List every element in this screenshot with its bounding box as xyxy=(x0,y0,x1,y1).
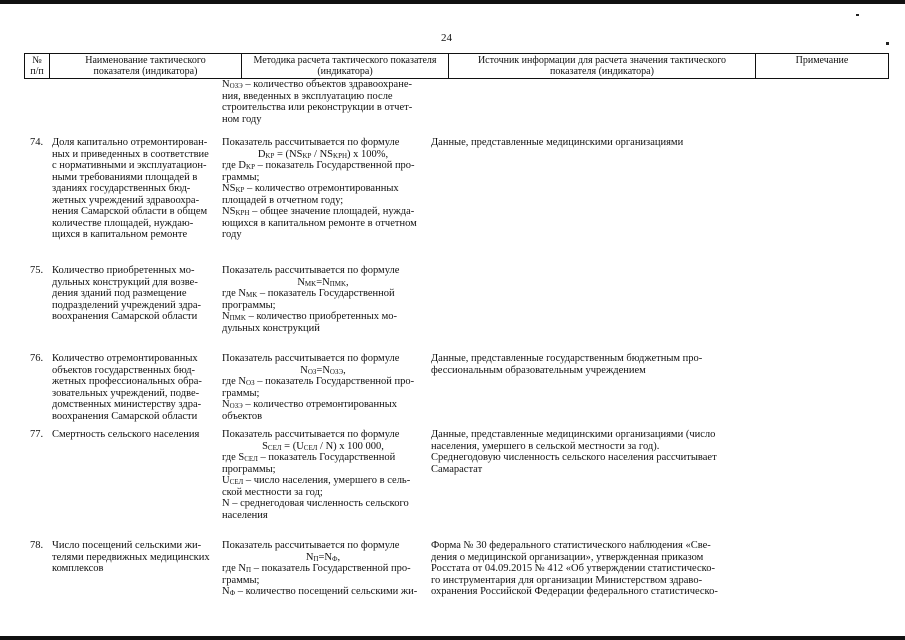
row-number: 77. xyxy=(30,429,44,440)
method-line: ской местности за год; xyxy=(222,486,323,498)
header-method: Методика расчета тактического показателя (индикатора) xyxy=(242,54,449,78)
indicator-source: Форма № 30 федерального статистического наблюдения «Све- дения о медицинской организации», утвержденная приказом Росстата от 04.09.2015 № 412 «Об утверждении статистическо- го инструментария для организации Министерством здраво- охранения Российской Федерации федерального статистическо- xyxy=(431,540,718,597)
method-line: где $D_{KP}$ – показатель Государственной про- xyxy=(222,160,415,171)
method-line: дульных конструкций xyxy=(222,322,320,334)
bottom-scan-border xyxy=(0,636,905,640)
indicator-method xyxy=(222,265,424,334)
method-formula: $S_{СЕЛ} = (U_{СЕЛ} / N)$ x 100 000, xyxy=(262,440,384,452)
indicator-name: Доля капитально отремонтирован- ных и приведенных в соответствие с нормативными и эксплуатацион- ными требованиями площадей в зданиях государственных бюд- жетных учреждений здравоохра- нения Самарской области в общем количестве площадей, нуждаю- щихся в капитальном ремонте xyxy=(52,137,209,240)
indicator-name: Количество отремонтированных объектов государственных бюд- жетных профессиональных обра- зовательных учреждений, подве- домственных министерству здра- воохранения Самарской области xyxy=(52,353,202,422)
method-line: где $N_{ОЗ}$ – показатель Государственной про- xyxy=(222,376,415,387)
method-intro: Показатель рассчитывается по формуле xyxy=(222,265,400,276)
method-line: ющихся в капитальном ремонте в отчетном xyxy=(222,217,417,229)
top-scan-border xyxy=(0,0,905,4)
method-line: где $S_{СЕЛ}$ – показатель Государственной xyxy=(222,452,396,463)
row-number: 75. xyxy=(30,265,44,276)
method-line: населения xyxy=(222,509,268,521)
indicator-name: Число посещений сельскими жи- телями передвижных медицинских комплексов xyxy=(52,540,210,574)
method-line: $N_{ПMK}$ – количество приобретенных мо- xyxy=(222,311,397,322)
method-intro: Показатель рассчитывается по формуле xyxy=(222,540,400,551)
method-intro: Показатель рассчитывается по формуле xyxy=(222,353,400,364)
continuation-method: $N_{ОЗЭ}$ – количество объектов здравоохране- ния, введенных в эксплуатацию после строительства или реконструкции в отчет- ном году xyxy=(222,79,413,125)
method-intro: Показатель рассчитывается по формуле xyxy=(222,137,400,148)
method-line: $NS_{KP}$ – количество отремонтированных xyxy=(222,183,399,194)
method-formula: $N_{ОЗ}=N_{ОЗЭ}$, xyxy=(300,364,346,376)
indicator-method xyxy=(222,137,424,241)
header-indicator-name: Наименование тактического показателя (индикатора) xyxy=(50,54,242,78)
indicator-source: Данные, представленные медицинскими организациями (число населения, умершего в сельской местности за год). Среднегодовую численность сельского населения рассчитывает Самарастат xyxy=(431,429,717,475)
indicator-name: Смертность сельского населения xyxy=(52,429,200,440)
method-line: граммы; xyxy=(222,574,260,586)
method-formula: $D_{KP} = (NS_{KP} / NS_{KPH})$ x 100%, xyxy=(257,148,389,160)
method-line: граммы; xyxy=(222,171,260,183)
method-line: $N_Ф$ – количество посещений сельскими жи- xyxy=(222,586,418,597)
method-line: N – среднегодовая численность сельского xyxy=(222,498,409,509)
method-line: где $N_{MK}$ – показатель Государственной xyxy=(222,288,395,299)
indicator-name: Количество приобретенных мо- дульных конструкций для возве- дения зданий под размещение подразделений учреждений здра- воохранения Самарской области xyxy=(52,265,202,322)
indicator-method xyxy=(222,540,424,598)
page-number: 24 xyxy=(441,32,452,44)
method-line: где $N_П$ – показатель Государственной про- xyxy=(222,563,411,574)
method-line: $U_{СЕЛ}$ – число населения, умершего в сель- xyxy=(222,475,411,486)
method-line: граммы; xyxy=(222,387,260,399)
method-intro: Показатель рассчитывается по формуле xyxy=(222,429,400,440)
indicator-method xyxy=(222,353,424,422)
method-line: $N_{ОЗЭ}$ – количество отремонтированных xyxy=(222,399,398,410)
scan-speck xyxy=(886,42,889,45)
row-number: 76. xyxy=(30,353,44,364)
method-formula: $N_П=N_Ф$, xyxy=(305,551,341,563)
header-note: Примечание xyxy=(756,54,889,78)
header-num: № п/п xyxy=(24,54,50,78)
indicator-source: Данные, представленные государственным бюджетным про- фессиональным образовательным учреждением xyxy=(431,353,703,376)
header-source: Источник информации для расчета значения тактического показателя (индикатора) xyxy=(449,54,756,78)
method-line: программы; xyxy=(222,299,276,311)
indicator-method xyxy=(222,429,424,521)
method-line: объектов xyxy=(222,410,263,422)
method-line: году xyxy=(222,229,242,240)
scan-speck xyxy=(856,14,859,16)
method-line: программы; xyxy=(222,463,276,475)
method-line: $NS_{KPH}$ – общее значение площадей, нужда- xyxy=(222,206,415,217)
row-number: 78. xyxy=(30,540,44,551)
table-header xyxy=(24,53,889,79)
method-line: площадей в отчетном году; xyxy=(222,194,344,206)
method-formula: $N_{MK}=N_{ПMK}$, xyxy=(297,276,349,288)
indicator-source: Данные, представленные медицинскими организациями xyxy=(431,137,684,148)
row-number: 74. xyxy=(30,137,44,148)
